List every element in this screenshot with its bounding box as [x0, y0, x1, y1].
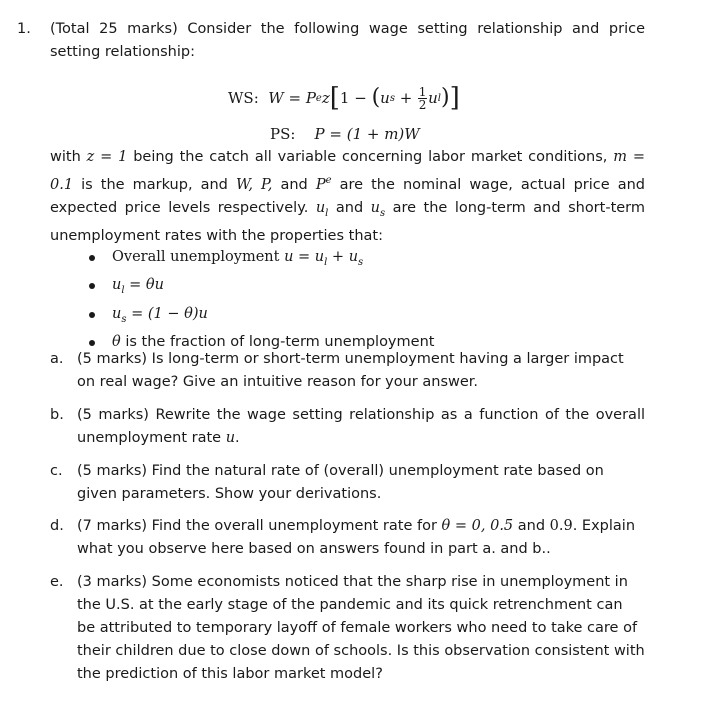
bullet-dot	[89, 283, 95, 289]
subq-d-post: . Explain what you observe here based on answers found in part a. and b..	[77, 518, 636, 557]
para-text-4: and	[272, 176, 316, 193]
ps-expr: P = (1 + m)W	[314, 125, 420, 143]
ws-ul-sub: l	[437, 92, 441, 104]
frac-den: 2	[418, 97, 427, 112]
subq-b-post: .	[235, 430, 240, 446]
one-half-fraction	[418, 86, 427, 111]
question-number: 1.	[17, 21, 31, 37]
bullet-1-math: u = u	[284, 249, 325, 265]
ws-one-minus: 1 −	[339, 89, 367, 107]
subq-b-math: u	[225, 430, 236, 446]
para-math-wp: W, P,	[235, 176, 273, 193]
bullet-1-text: Overall unemployment	[112, 249, 285, 265]
ws-lhs: W = P	[268, 89, 316, 107]
para-math-m: m = 0.1	[50, 149, 646, 193]
bullet-2-sub: l	[121, 285, 125, 297]
bullet-item	[88, 246, 434, 274]
definitions-paragraph	[50, 146, 645, 248]
bullet-1-sub1: l	[324, 256, 328, 268]
para-text-6: and	[328, 199, 371, 216]
ws-ul: u	[428, 89, 438, 107]
bullet-item	[88, 303, 434, 331]
bullet-item	[88, 274, 434, 302]
para-math-pe: P	[315, 176, 326, 193]
bullet-dot	[89, 340, 95, 346]
bullet-dot	[89, 312, 95, 318]
subquestion-label: c.	[50, 463, 63, 479]
left-bracket: [	[329, 83, 340, 113]
frac-num: 1	[418, 84, 427, 99]
right-paren: )	[441, 85, 450, 110]
ws-z: z	[321, 89, 330, 107]
subquestion-text: (5 marks) Is long-term or short-term unemployment having a larger impact on real wage? Give an intuitive reason for your answer.	[77, 351, 624, 390]
para-math-pe-sup: e	[325, 175, 332, 186]
ws-sup: e	[315, 92, 322, 104]
para-math-ul: u	[315, 199, 326, 216]
para-text-1: with	[50, 149, 87, 165]
para-math-ul-sub: l	[325, 207, 329, 219]
subquestion-text: (3 marks) Some economists noticed that the sharp rise in unemployment in the U.S. at the early stage of the pandemic and its quick retrenchment can be attributed to temporary layoff of female workers who need to take care of their children due to close down of schools. Is this observation consistent with the prediction of this labor market model?	[77, 574, 645, 682]
subquestion-label: d.	[50, 518, 64, 534]
ws-plus: +	[399, 89, 413, 107]
subquestion-label: b.	[50, 407, 64, 423]
bullet-4-math: θ	[112, 334, 121, 351]
bullet-3-rest: = (1 − θ)u	[126, 305, 208, 322]
subquestion-text	[77, 515, 645, 561]
subq-d-pre: (7 marks) Find the overall unemployment rate for	[77, 518, 442, 534]
bullet-dot	[89, 255, 95, 261]
para-math-z: z = 1	[86, 149, 128, 165]
ps-label: PS:	[270, 125, 296, 143]
para-math-us-sub: s	[379, 207, 386, 219]
properties-list	[88, 246, 434, 355]
ws-us-sub: s	[389, 92, 395, 104]
ws-us: u	[380, 89, 390, 107]
subq-d-math2: 0.9	[549, 518, 573, 534]
para-text-3: is the markup, and	[73, 176, 236, 193]
subquestion-label: a.	[50, 351, 64, 367]
subq-b-pre: (5 marks) Rewrite the wage setting relationship as a function of the overall unemployment rate	[77, 407, 645, 446]
subq-d-mid: and	[513, 518, 550, 534]
subquestion-label: e.	[50, 574, 64, 590]
para-text-2: being the catch all variable concerning labor market conditions,	[127, 149, 614, 165]
para-math-us: u	[370, 199, 380, 216]
left-paren: (	[371, 85, 381, 110]
bullet-1-plus: + u	[327, 249, 359, 265]
price-setting-equation	[270, 124, 420, 144]
question-header: (Total 25 marks) Consider the following wage setting relationship and price setting relationship:	[50, 21, 645, 60]
right-bracket: ]	[449, 83, 460, 113]
subquestion-text	[77, 404, 645, 450]
ws-label: WS:	[228, 89, 259, 107]
subq-d-math: θ = 0, 0.5	[441, 518, 514, 534]
bullet-2-rest: = θu	[124, 277, 164, 294]
para-text-5: are the nominal wage, actual price and expected price levels respectively.	[50, 176, 645, 216]
bullet-3-sub: s	[121, 313, 127, 325]
subquestion-text: (5 marks) Find the natural rate of (overall) unemployment rate based on given parameters. Show your derivations.	[77, 463, 604, 502]
bullet-2-math: u	[112, 277, 122, 294]
para-text-7: are the long-term and short-term unemployment rates with the properties that:	[50, 199, 646, 244]
bullet-1-sub2: s	[358, 256, 364, 268]
wage-setting-equation	[228, 78, 460, 118]
bullet-4-text: is the fraction of long-term unemployment	[120, 334, 435, 351]
bullet-3-math: u	[112, 305, 122, 322]
